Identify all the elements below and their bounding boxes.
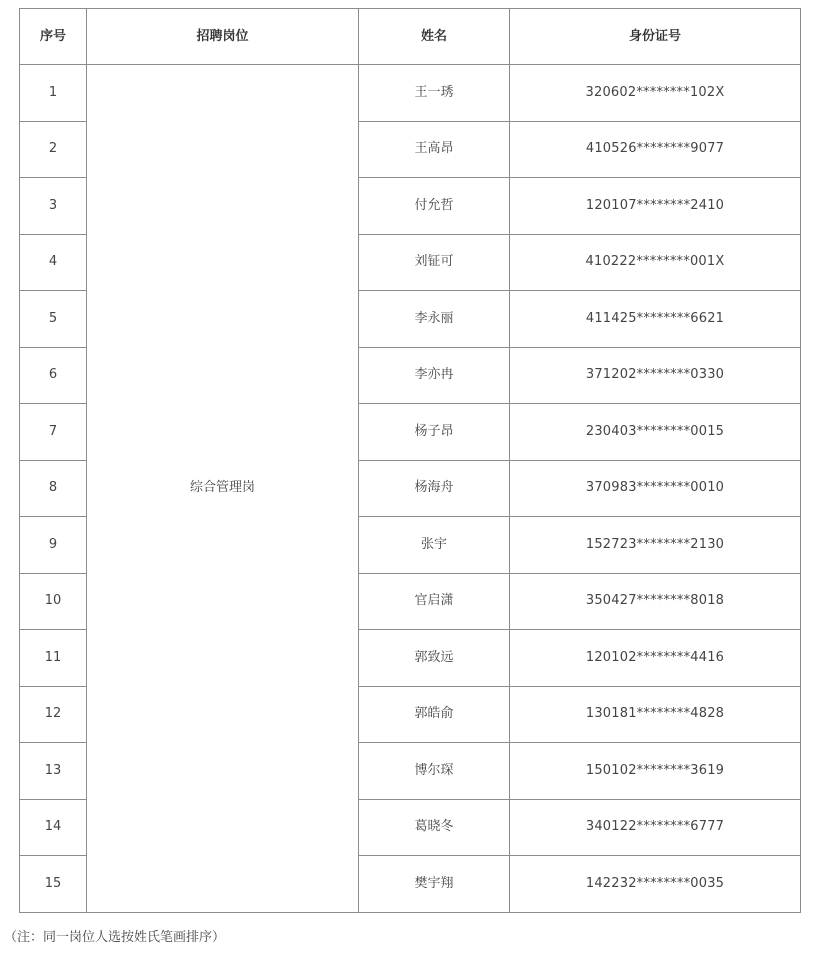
row-index: 2 [20, 121, 87, 178]
footnote: （注：同一岗位人选按姓氏笔画排序） [4, 930, 226, 945]
row-name: 付允哲 [359, 178, 510, 235]
row-id-number: 410222********001X [510, 234, 801, 291]
row-id-number: 142232********0035 [510, 856, 801, 913]
row-name: 刘钲可 [359, 234, 510, 291]
row-name: 王高昂 [359, 121, 510, 178]
row-id-number: 152723********2130 [510, 517, 801, 574]
row-index: 3 [20, 178, 87, 235]
row-id-number: 411425********6621 [510, 291, 801, 348]
row-index: 15 [20, 856, 87, 913]
row-name: 博尔琛 [359, 743, 510, 800]
row-index: 14 [20, 799, 87, 856]
position-cell: 综合管理岗 [87, 65, 359, 913]
header-id-number: 身份证号 [510, 9, 801, 65]
row-name: 葛晓冬 [359, 799, 510, 856]
table-row [20, 65, 801, 122]
table-body [20, 65, 801, 913]
row-id-number: 120102********4416 [510, 630, 801, 687]
row-name: 郭皓俞 [359, 686, 510, 743]
row-name: 杨海舟 [359, 460, 510, 517]
header-name: 姓名 [359, 9, 510, 65]
row-id-number: 410526********9077 [510, 121, 801, 178]
row-name: 杨子昂 [359, 404, 510, 461]
row-name: 官启潇 [359, 573, 510, 630]
candidate-table [19, 8, 801, 913]
row-id-number: 130181********4828 [510, 686, 801, 743]
row-index: 5 [20, 291, 87, 348]
row-name: 樊宇翔 [359, 856, 510, 913]
row-index: 12 [20, 686, 87, 743]
row-id-number: 150102********3619 [510, 743, 801, 800]
row-name: 王一琇 [359, 65, 510, 122]
row-id-number: 340122********6777 [510, 799, 801, 856]
row-index: 1 [20, 65, 87, 122]
row-index: 10 [20, 573, 87, 630]
header-position: 招聘岗位 [87, 9, 359, 65]
row-index: 6 [20, 347, 87, 404]
row-index: 9 [20, 517, 87, 574]
row-name: 李永丽 [359, 291, 510, 348]
row-id-number: 350427********8018 [510, 573, 801, 630]
row-index: 13 [20, 743, 87, 800]
row-index: 11 [20, 630, 87, 687]
row-id-number: 371202********0330 [510, 347, 801, 404]
row-index: 8 [20, 460, 87, 517]
row-name: 郭致远 [359, 630, 510, 687]
row-name: 李亦冉 [359, 347, 510, 404]
row-index: 4 [20, 234, 87, 291]
row-id-number: 370983********0010 [510, 460, 801, 517]
row-id-number: 230403********0015 [510, 404, 801, 461]
row-index: 7 [20, 404, 87, 461]
header-index: 序号 [20, 9, 87, 65]
row-id-number: 320602********102X [510, 65, 801, 122]
row-name: 张宇 [359, 517, 510, 574]
table-header-row [20, 9, 801, 65]
row-id-number: 120107********2410 [510, 178, 801, 235]
